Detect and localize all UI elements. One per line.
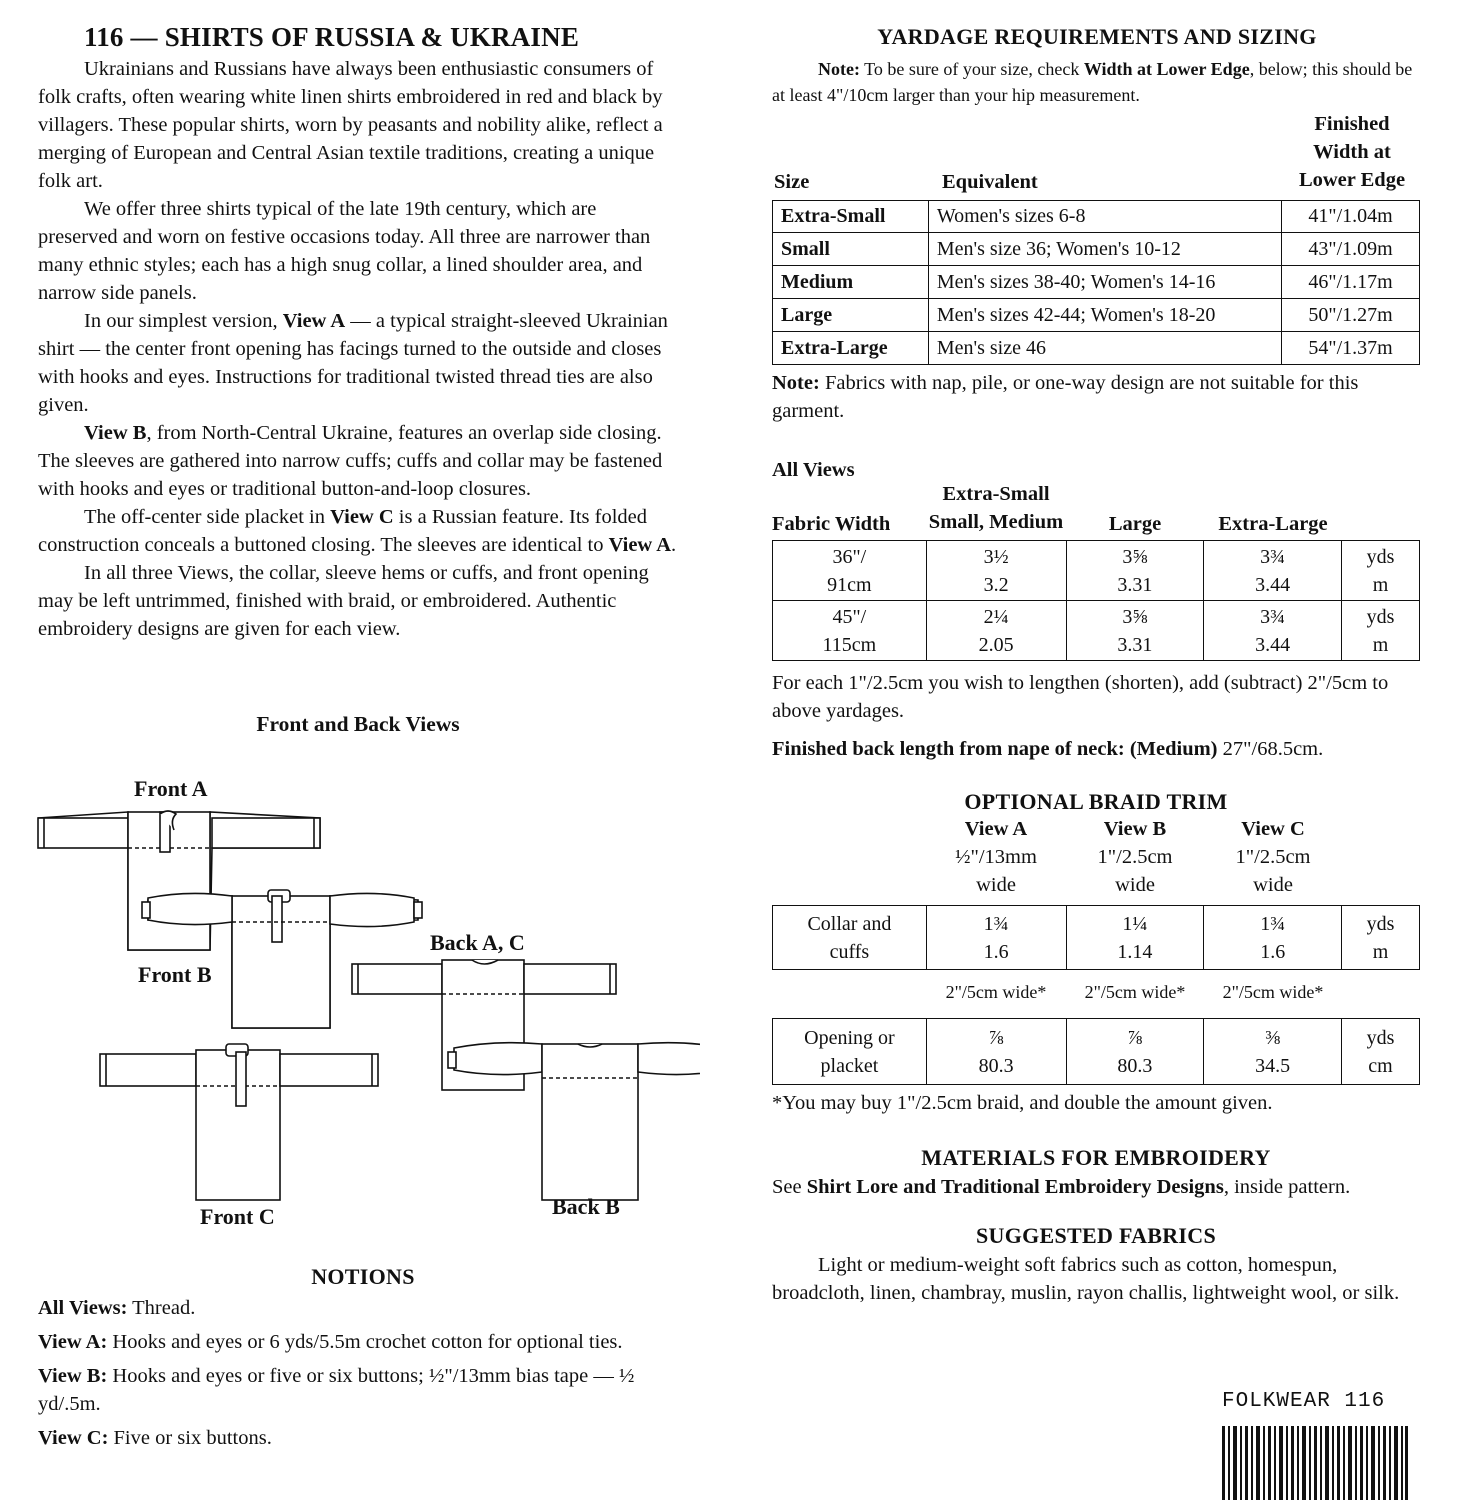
fabrics-text: Light or medium-weight soft fabrics such as cotton, homespun, broadcloth, linen, chambray, muslin, rayon challis, lightweight wool, or silk. — [772, 1254, 1400, 1304]
braid-table-2 — [772, 1018, 1420, 1085]
braid-footnote: *You may buy 1"/2.5cm braid, and double the amount given. — [772, 1092, 1273, 1114]
braid-col-c: View C 1"/2.5cm wide — [1235, 818, 1311, 896]
view-a-paragraph: In our simplest version, View A — a typical straight-sleeved Ukrainian shirt — the center front opening has facings turned to the outside and closes with hooks and eyes. Instructions for traditional twisted thread ties are also given. — [38, 310, 668, 416]
label-front-c: Front C — [200, 1204, 275, 1229]
braid-col-a: View A ½"/13mm wide — [955, 818, 1037, 896]
table-row: Opening or placket ⅞ 80.3 ⅞ 80.3 ⅜ 34.5 yds cm — [773, 1019, 1420, 1085]
table-row: Extra-Large Men's size 46 54"/1.37m — [773, 332, 1420, 365]
notions-heading: NOTIONS — [311, 1264, 415, 1289]
braid-header — [772, 815, 1422, 899]
table-row: Medium Men's sizes 38-40; Women's 14-16 46"/1.17m — [773, 266, 1420, 299]
fabrics-heading: SUGGESTED FABRICS — [975, 1223, 1217, 1248]
front-c-drawing — [100, 1044, 378, 1200]
page-title: 116 — SHIRTS OF RUSSIA & UKRAINE — [84, 22, 580, 52]
size-note: Note: To be sure of your size, check Width at Lower Edge, below; this should be at least 4"/10cm larger than your hip measurement. — [772, 59, 1413, 105]
col-finished-width: Finished Width at Lower Edge — [1298, 113, 1406, 191]
intro-paragraph-1: Ukrainians and Russians have always been enthusiastic consumers of folk crafts, often wearing white linen shirts embroidered in red and black by villagers. These popular shirts, worn by peasants and nobility alike, reflect a merging of European and Central Asian textile traditions, creating a unique folk art. — [38, 58, 663, 192]
notions-view-a: View A: Hooks and eyes or 6 yds/5.5m crochet cotton for optional ties. — [38, 1331, 623, 1353]
label-back-b: Back B — [552, 1194, 620, 1219]
size-table-header — [772, 114, 1422, 200]
braid-wide-labels — [772, 970, 1422, 1010]
lengthen-note: For each 1"/2.5cm you wish to lengthen (shorten), add (subtract) 2"/5cm to above yardages. — [772, 672, 1389, 722]
materials-heading: MATERIALS FOR EMBROIDERY — [921, 1145, 1271, 1170]
view-c-paragraph: The off-center side placket in View C is a Russian feature. Its folded construction conceals a buttoned closing. The sleeves are identical to View A. — [38, 506, 677, 556]
intro-paragraph-2: We offer three shirts typical of the late 19th century, which are preserved and worn on festive occasions today. All three are narrower than many ethnic styles; each has a high snug collar, a lined shoulder area, and narrow side panels. — [38, 198, 651, 304]
fabric-table — [772, 540, 1420, 661]
col-large: Large — [1108, 513, 1162, 535]
all-views-paragraph: In all three Views, the collar, sleeve hems or cuffs, and front opening may be left untrimmed, finished with braid, or embroidered. Authentic embroidery designs are given for each view. — [38, 562, 649, 640]
col-equivalent: Equivalent — [942, 171, 1038, 193]
col-fabric-width: Fabric Width — [772, 513, 891, 535]
front-b-drawing — [142, 890, 422, 1028]
back-b-drawing — [448, 1043, 700, 1200]
table-row: Small Men's size 36; Women's 10-12 43"/1.09m — [773, 233, 1420, 266]
back-length: Finished back length from nape of neck: (Medium) 27"/68.5cm. — [772, 738, 1324, 760]
label-back-ac: Back A, C — [430, 930, 525, 955]
table-row: Large Men's sizes 42-44; Women's 18-20 50"/1.27m — [773, 299, 1420, 332]
braid-col-b: View B 1"/2.5cm wide — [1097, 818, 1173, 896]
shirt-illustrations — [0, 770, 700, 1240]
fabric-table-header — [772, 482, 1422, 540]
braid-heading: OPTIONAL BRAID TRIM — [964, 789, 1228, 814]
table-row: 36"/ 91cm 3½ 3.2 3⅝ 3.31 3¾ 3.44 yds m — [773, 541, 1420, 601]
shirt-drawings-svg — [0, 770, 700, 1240]
table-row: 45"/ 115cm 2¼ 2.05 3⅝ 3.31 3¾ 3.44 yds m — [773, 601, 1420, 661]
notions-view-c: View C: Five or six buttons. — [38, 1427, 272, 1449]
col-size: Size — [774, 171, 810, 193]
wide-label: 2"/5cm wide* — [1222, 982, 1324, 1002]
col-xs-s-m: Extra-Small Small, Medium — [928, 483, 1064, 533]
all-views-label: All Views — [772, 459, 855, 481]
wide-label: 2"/5cm wide* — [945, 982, 1047, 1002]
views-heading: Front and Back Views — [256, 712, 460, 736]
label-front-b: Front B — [138, 962, 212, 987]
label-front-a: Front A — [134, 776, 208, 801]
yardage-heading: YARDAGE REQUIREMENTS AND SIZING — [877, 24, 1317, 49]
size-table — [772, 200, 1420, 365]
pattern-code: FOLKWEAR 116 — [1222, 1390, 1386, 1413]
right-column — [772, 0, 1422, 1307]
table-row: Extra-Small Women's sizes 6-8 41"/1.04m — [773, 201, 1420, 233]
view-b-paragraph: View B, from North-Central Ukraine, features an overlap side closing. The sleeves are gathered into narrow cuffs; cuffs and collar may be fastened with hooks and eyes or traditional button-and-loop closures. — [38, 422, 663, 500]
left-column — [38, 0, 678, 736]
wide-label: 2"/5cm wide* — [1084, 982, 1186, 1002]
col-xl: Extra-Large — [1218, 513, 1328, 535]
barcode-icon — [1222, 1426, 1408, 1500]
materials-text: See Shirt Lore and Traditional Embroidery Designs, inside pattern. — [772, 1176, 1351, 1198]
notions-view-b: View B: Hooks and eyes or five or six buttons; ½"/13mm bias tape — ½ yd/.5m. — [38, 1365, 635, 1415]
notions-section — [38, 1264, 688, 1452]
table-row: Collar and cuffs 1¾ 1.6 1¼ 1.14 1¾ 1.6 yds m — [773, 906, 1420, 970]
fabric-note: Note: Fabrics with nap, pile, or one-way design are not suitable for this garment. — [772, 372, 1359, 422]
braid-table-1 — [772, 905, 1420, 970]
notions-all-views: All Views: Thread. — [38, 1297, 196, 1319]
